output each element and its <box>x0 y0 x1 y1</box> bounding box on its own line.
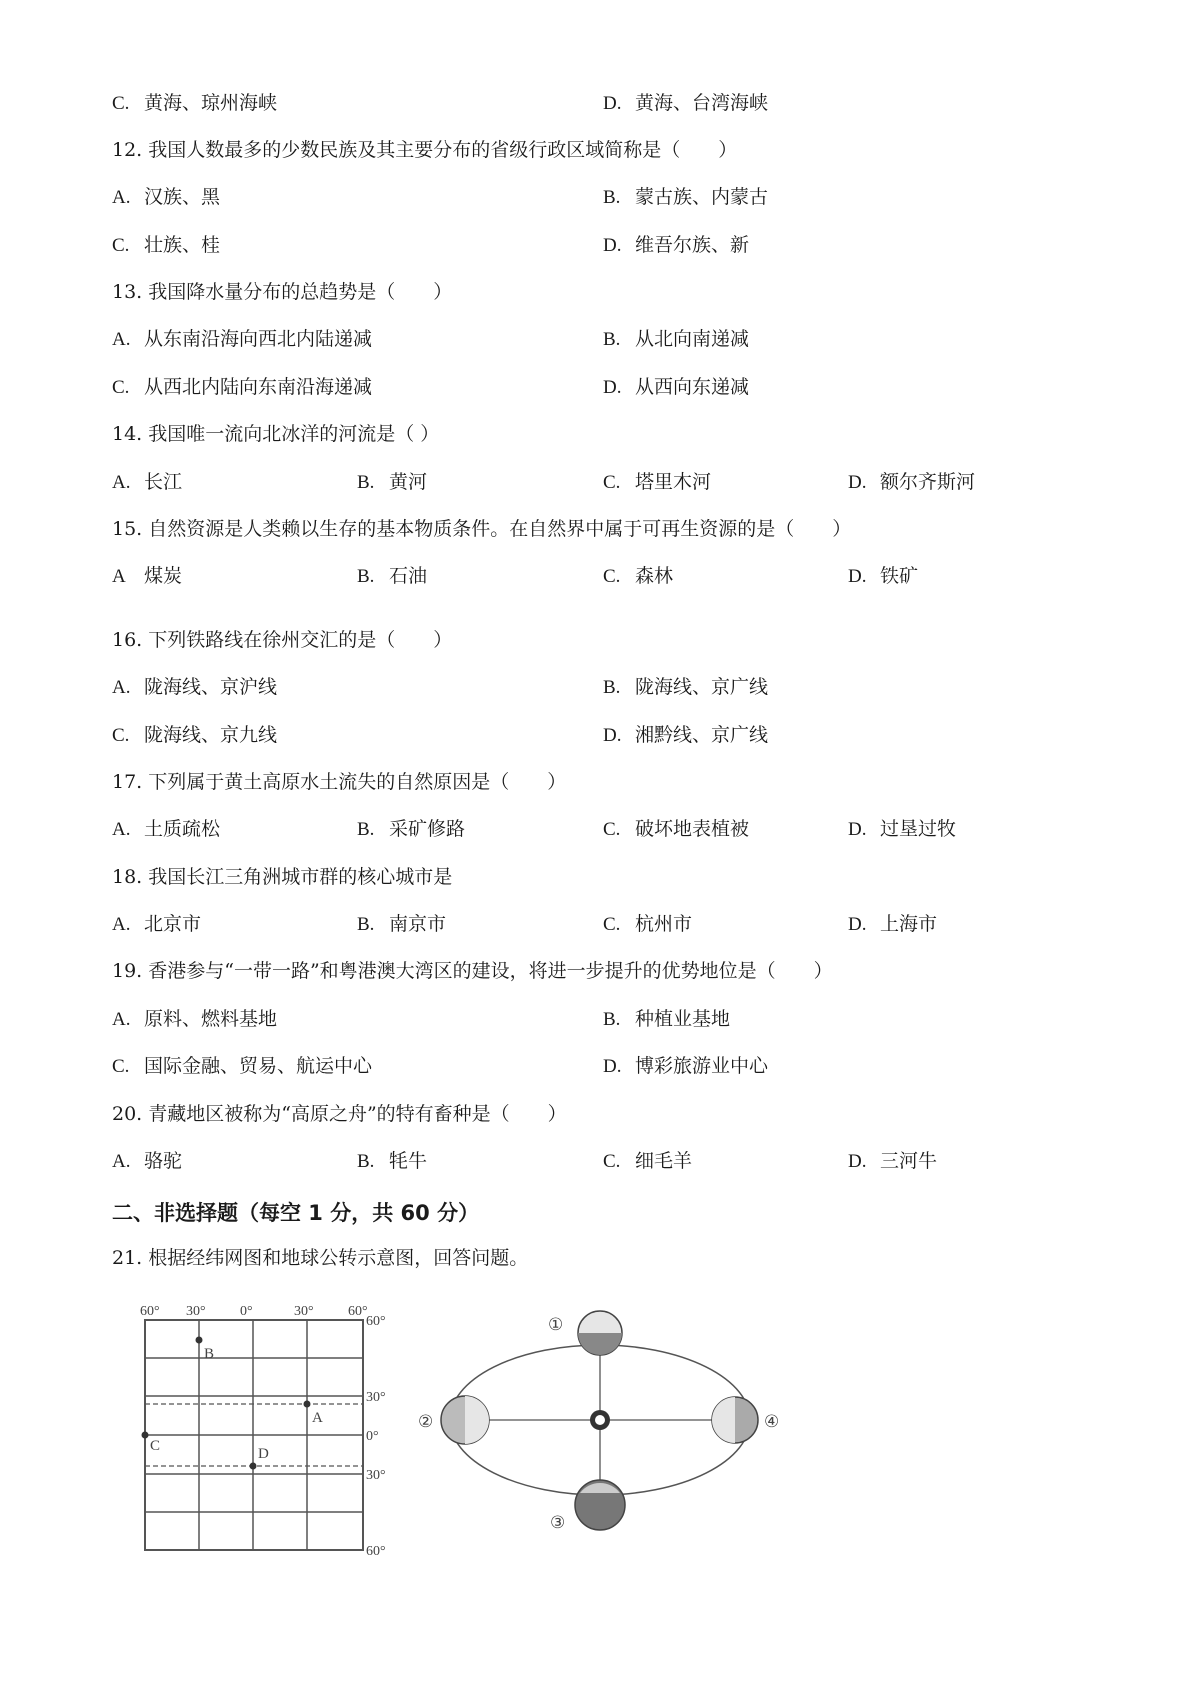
answer-option <box>603 470 711 495</box>
answer-option <box>603 233 749 258</box>
answer-option <box>603 327 749 352</box>
question-stem: 16. 下列铁路线在徐州交汇的是（ ） <box>112 629 453 651</box>
question-stem: 18. 我国长江三角洲城市群的核心城市是 <box>112 866 453 888</box>
answer-option <box>112 185 220 210</box>
lat-long-grid-figure <box>140 1300 410 1560</box>
orbit-label-2: ② <box>418 1412 434 1431</box>
option-letter: C. <box>112 93 130 114</box>
question-stem: 19. 香港参与“一带一路”和粤港澳大湾区的建设，将进一步提升的优势地位是（ ） <box>112 960 833 982</box>
grid-top-label: 30° <box>294 1304 314 1319</box>
point-c-marker <box>142 1432 149 1439</box>
answer-option <box>603 185 768 210</box>
option-text: 湘黔线、京广线 <box>635 724 769 746</box>
answer-option <box>112 1007 277 1032</box>
answer-option <box>848 470 975 495</box>
answer-option <box>603 912 692 937</box>
option-letter: D. <box>603 235 622 256</box>
option-text: 塔里木河 <box>635 471 712 493</box>
option-text: 南京市 <box>389 913 447 935</box>
option-text: 壮族、桂 <box>144 234 221 256</box>
option-letter: C. <box>603 1151 621 1172</box>
option-letter: C. <box>603 472 621 493</box>
option-letter: C. <box>112 1056 130 1077</box>
option-letter: A. <box>112 819 131 840</box>
option-text: 从西向东递减 <box>635 376 750 398</box>
orbit-label-3: ③ <box>550 1513 566 1532</box>
answer-option <box>112 1149 182 1174</box>
option-text: 陇海线、京广线 <box>635 676 769 698</box>
answer-option <box>357 564 427 589</box>
answer-option <box>603 1007 730 1032</box>
option-text: 蒙古族、内蒙古 <box>635 186 769 208</box>
answer-option <box>112 817 220 842</box>
answer-option <box>112 1054 372 1079</box>
option-letter: D. <box>848 914 867 935</box>
answer-option <box>357 470 427 495</box>
option-letter: C. <box>112 725 130 746</box>
option-letter: A. <box>112 329 131 350</box>
option-letter: D. <box>603 1056 622 1077</box>
option-letter: B. <box>357 819 375 840</box>
answer-option <box>603 564 673 589</box>
answer-option <box>357 1149 427 1174</box>
question-stem: 20. 青藏地区被称为“高原之舟”的特有畜种是（ ） <box>112 1103 567 1125</box>
option-text: 骆驼 <box>144 1150 183 1172</box>
option-letter: A. <box>112 1009 131 1030</box>
option-text: 上海市 <box>880 913 938 935</box>
answer-option <box>112 470 182 495</box>
option-text: 额尔齐斯河 <box>880 471 976 493</box>
point-b-label: B <box>204 1346 215 1362</box>
orbit-label-4: ④ <box>764 1412 780 1431</box>
answer-option <box>603 1149 692 1174</box>
option-letter: C. <box>603 566 621 587</box>
answer-option <box>112 91 277 116</box>
answer-option <box>112 675 277 700</box>
option-letter: B. <box>603 187 621 208</box>
option-letter: A <box>112 566 126 587</box>
option-text: 维吾尔族、新 <box>635 234 750 256</box>
option-text: 三河牛 <box>880 1150 938 1172</box>
option-text: 黄河 <box>389 471 428 493</box>
answer-option <box>848 564 918 589</box>
answer-option <box>112 375 372 400</box>
option-letter: B. <box>357 566 375 587</box>
option-letter: C. <box>603 914 621 935</box>
answer-option <box>112 564 182 589</box>
answer-option <box>112 912 201 937</box>
point-d-label: D <box>258 1446 269 1462</box>
question-stem: 14. 我国唯一流向北冰洋的河流是（ ） <box>112 423 440 445</box>
answer-option <box>112 723 277 748</box>
answer-option <box>603 1054 768 1079</box>
answer-option <box>848 1149 937 1174</box>
option-text: 黄海、琼州海峡 <box>144 92 278 114</box>
option-letter: D. <box>603 93 622 114</box>
question-stem: 17. 下列属于黄土高原水土流失的自然原因是（ ） <box>112 771 567 793</box>
option-text: 黄海、台湾海峡 <box>635 92 769 114</box>
grid-right-label: 60° <box>366 1314 386 1329</box>
question-stem: 12. 我国人数最多的少数民族及其主要分布的省级行政区域简称是（ ） <box>112 139 738 161</box>
option-text: 长江 <box>144 471 183 493</box>
option-text: 国际金融、贸易、航运中心 <box>144 1055 373 1077</box>
option-text: 破坏地表植被 <box>635 818 750 840</box>
point-a-marker <box>304 1401 311 1408</box>
grid-top-label: 30° <box>186 1304 206 1319</box>
option-letter: B. <box>603 329 621 350</box>
option-text: 土质疏松 <box>144 818 221 840</box>
option-text: 种植业基地 <box>635 1008 731 1030</box>
answer-option <box>357 912 446 937</box>
grid-right-label: 30° <box>366 1390 386 1405</box>
option-letter: B. <box>357 472 375 493</box>
option-letter: D. <box>848 1151 867 1172</box>
option-text: 汉族、黑 <box>144 186 221 208</box>
option-text: 铁矿 <box>880 565 919 587</box>
question-stem: 15. 自然资源是人类赖以生存的基本物质条件。在自然界中属于可再生资源的是（ ） <box>112 518 852 540</box>
earth-orbit-figure <box>420 1305 790 1535</box>
answer-option <box>603 675 768 700</box>
point-b-marker <box>196 1337 203 1344</box>
option-letter: C. <box>112 235 130 256</box>
option-text: 杭州市 <box>635 913 693 935</box>
option-letter: A. <box>112 677 131 698</box>
grid-top-label: 0° <box>240 1304 253 1319</box>
answer-option <box>848 912 937 937</box>
option-letter: D. <box>603 377 622 398</box>
option-text: 从东南沿海向西北内陆递减 <box>144 328 373 350</box>
option-text: 牦牛 <box>389 1150 428 1172</box>
orbit-label-1: ① <box>548 1315 564 1334</box>
option-text: 北京市 <box>144 913 202 935</box>
option-text: 陇海线、京沪线 <box>144 676 278 698</box>
option-letter: D. <box>848 566 867 587</box>
answer-option <box>603 817 749 842</box>
answer-option <box>112 233 220 258</box>
point-c-label: C <box>150 1438 161 1454</box>
grid-top-label: 60° <box>140 1304 160 1319</box>
option-text: 博彩旅游业中心 <box>635 1055 769 1077</box>
option-letter: C. <box>112 377 130 398</box>
option-letter: D. <box>848 472 867 493</box>
option-letter: D. <box>848 819 867 840</box>
option-letter: B. <box>603 1009 621 1030</box>
option-letter: B. <box>357 914 375 935</box>
grid-right-label: 30° <box>366 1468 386 1483</box>
section-heading: 二、非选择题（每空 1 分，共 60 分） <box>112 1201 480 1225</box>
point-d-marker <box>250 1463 257 1470</box>
option-text: 石油 <box>389 565 428 587</box>
option-letter: B. <box>603 677 621 698</box>
point-a-label: A <box>312 1410 323 1426</box>
option-letter: A. <box>112 187 131 208</box>
question-stem: 21. 根据经纬网图和地球公转示意图，回答问题。 <box>112 1247 529 1269</box>
option-letter: A. <box>112 472 131 493</box>
answer-option <box>603 723 768 748</box>
option-text: 煤炭 <box>144 565 183 587</box>
answer-option <box>848 817 956 842</box>
option-text: 过垦过牧 <box>880 818 957 840</box>
answer-option <box>603 375 749 400</box>
answer-option <box>357 817 465 842</box>
option-text: 从北向南递减 <box>635 328 750 350</box>
option-text: 从西北内陆向东南沿海递减 <box>144 376 373 398</box>
grid-right-label: 0° <box>366 1429 379 1444</box>
grid-top-label: 60° <box>348 1304 368 1319</box>
option-text: 原料、燃料基地 <box>144 1008 278 1030</box>
option-text: 陇海线、京九线 <box>144 724 278 746</box>
option-letter: D. <box>603 725 622 746</box>
answer-option <box>112 327 372 352</box>
question-stem: 13. 我国降水量分布的总趋势是（ ） <box>112 281 453 303</box>
option-letter: A. <box>112 914 131 935</box>
option-text: 森林 <box>635 565 674 587</box>
option-letter: A. <box>112 1151 131 1172</box>
option-letter: C. <box>603 819 621 840</box>
answer-option <box>603 91 768 116</box>
option-text: 采矿修路 <box>389 818 466 840</box>
option-letter: B. <box>357 1151 375 1172</box>
option-text: 细毛羊 <box>635 1150 693 1172</box>
grid-right-label: 60° <box>366 1544 386 1559</box>
